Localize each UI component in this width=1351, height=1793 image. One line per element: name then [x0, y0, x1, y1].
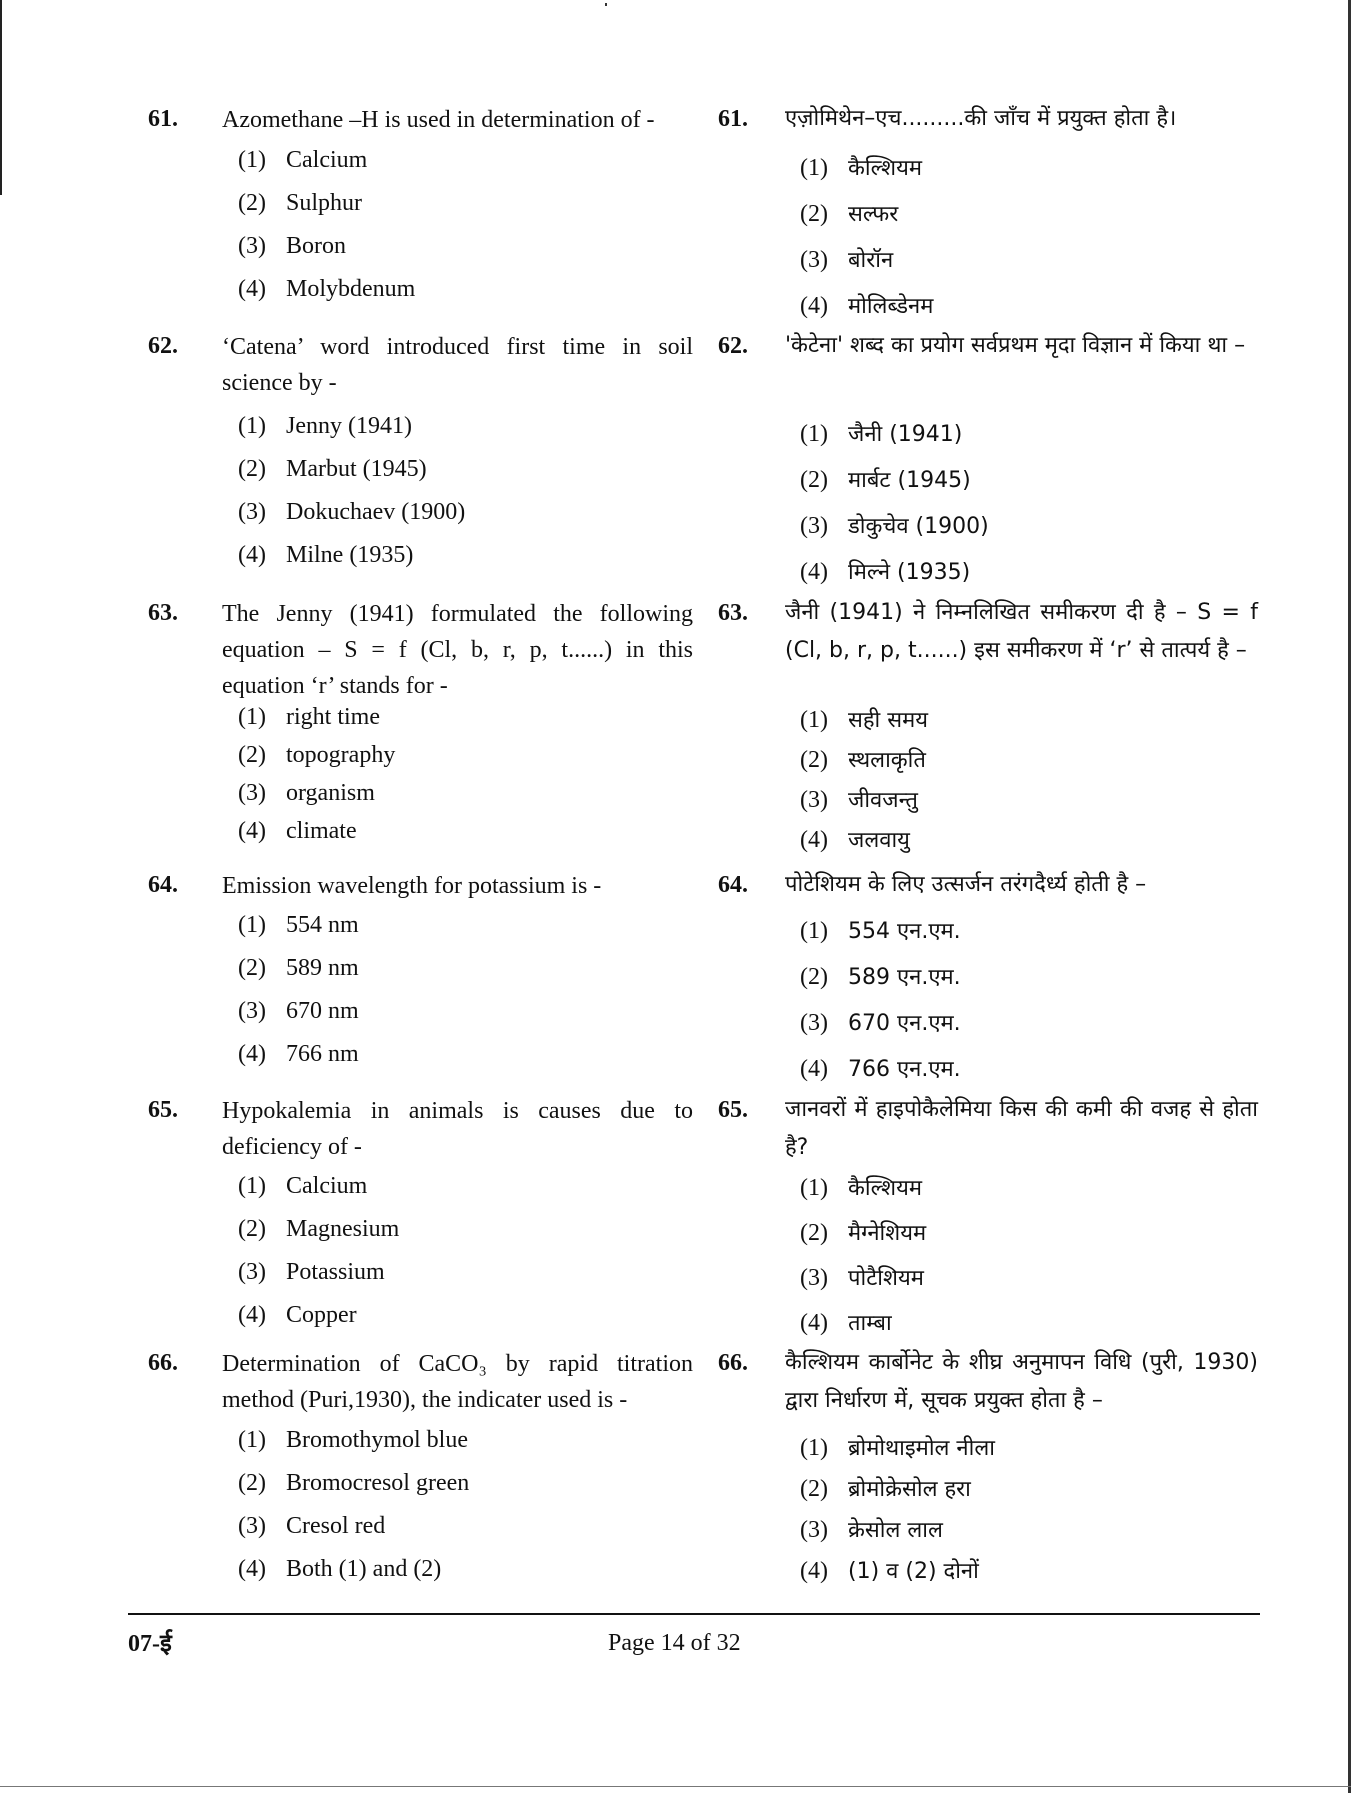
question-text: जानवरों में हाइपोकैलेमिया किस की कमी की वजह से होता है?	[785, 1097, 1258, 1160]
option-text: ब्रोमोक्रेसोल हरा	[848, 1477, 971, 1502]
option-1	[800, 1432, 995, 1462]
option-text: पोटैशियम	[848, 1266, 924, 1291]
question-number: 63.	[148, 600, 178, 626]
option-4	[238, 1556, 441, 1583]
option-text: 589 nm	[286, 955, 359, 981]
option-4	[800, 1053, 961, 1083]
option-number: (1)	[800, 1175, 828, 1201]
option-2	[238, 955, 359, 982]
option-number: (4)	[800, 1558, 828, 1584]
option-4	[800, 1307, 892, 1337]
question-text: Determination of CaCO₃ by rapid titration method (Puri,1930), the indicater used is -	[222, 1351, 693, 1413]
option-number: (1)	[238, 912, 266, 938]
option-number: (4)	[238, 542, 266, 568]
option-1	[800, 1172, 922, 1202]
option-number: (3)	[800, 247, 828, 273]
option-number: (3)	[238, 1513, 266, 1539]
option-number: (4)	[238, 1556, 266, 1582]
option-1	[238, 912, 359, 939]
option-number: (3)	[800, 513, 828, 539]
option-number: (1)	[238, 413, 266, 439]
option-3	[238, 998, 359, 1025]
option-number: (1)	[238, 147, 266, 173]
question-number: 63.	[718, 600, 748, 626]
option-text: स्थलाकृति	[848, 748, 926, 773]
option-4	[800, 556, 970, 586]
option-number: (4)	[800, 293, 828, 319]
option-4	[800, 1555, 979, 1585]
question-number: 66.	[718, 1350, 748, 1376]
option-number: (1)	[800, 707, 828, 733]
option-4	[800, 290, 933, 320]
option-text: मिल्ने (1935)	[848, 560, 971, 585]
option-text: सही समय	[848, 708, 929, 733]
option-3	[800, 1262, 924, 1292]
option-2	[800, 198, 898, 228]
scan-mark	[605, 3, 607, 6]
option-2	[800, 1217, 926, 1247]
option-2	[238, 1470, 469, 1497]
question-number: 62.	[718, 333, 748, 359]
option-text: Molybdenum	[286, 276, 416, 302]
option-4	[238, 1041, 359, 1068]
question-text: ‘Catena’ word introduced first time in soil science by -	[222, 334, 693, 396]
question-text: कैल्शियम कार्बोनेट के शीघ्र अनुमापन विधि (पुरी, 1930) द्वारा निर्धारण में, सूचक प्रयुक्त होता है –	[785, 1350, 1258, 1413]
question-text: Emission wavelength for potassium is -	[222, 873, 602, 899]
option-text: Cresol red	[286, 1513, 386, 1539]
option-text: Calcium	[286, 147, 368, 173]
option-number: (1)	[238, 1427, 266, 1453]
option-text: Calcium	[286, 1173, 368, 1199]
option-3	[800, 510, 989, 540]
option-text: topography	[286, 742, 396, 768]
option-number: (2)	[800, 1220, 828, 1246]
option-2	[238, 190, 362, 217]
option-text: Sulphur	[286, 190, 363, 216]
option-1	[800, 418, 962, 448]
option-text: Copper	[286, 1302, 357, 1328]
option-3	[238, 499, 465, 526]
option-number: (2)	[800, 201, 828, 227]
option-text: Boron	[286, 233, 346, 259]
question-number: 61.	[148, 106, 178, 132]
option-text: Milne (1935)	[286, 542, 414, 568]
paper-code: 07-ई	[128, 1631, 172, 1657]
option-2	[800, 961, 961, 991]
option-2	[238, 742, 395, 769]
option-text: Dokuchaev (1900)	[286, 499, 466, 525]
option-text: climate	[286, 818, 357, 844]
option-number: (3)	[800, 1265, 828, 1291]
option-text: क्रेसोल लाल	[848, 1518, 943, 1543]
question-number: 65.	[148, 1097, 178, 1123]
option-4	[238, 276, 415, 303]
option-text: Potassium	[286, 1259, 385, 1285]
option-number: (1)	[800, 155, 828, 181]
option-number: (2)	[238, 742, 266, 768]
option-number: (3)	[800, 1010, 828, 1036]
option-text: organism	[286, 780, 375, 806]
scan-edge-bottom	[0, 1786, 1351, 1787]
option-number: (2)	[800, 747, 828, 773]
question-number: 61.	[718, 106, 748, 132]
option-text: मैग्नेशियम	[848, 1221, 927, 1246]
option-2	[800, 1473, 971, 1503]
option-number: (2)	[800, 1476, 828, 1502]
option-number: (4)	[238, 1041, 266, 1067]
option-text: कैल्शियम	[848, 1176, 923, 1201]
option-text: 554 nm	[286, 912, 359, 938]
option-3	[800, 244, 893, 274]
option-number: (3)	[238, 499, 266, 525]
question-number: 66.	[148, 1350, 178, 1376]
option-2	[238, 1216, 399, 1243]
question-number: 64.	[718, 872, 748, 898]
option-text: मोलिब्डेनम	[848, 294, 934, 319]
option-text: right time	[286, 704, 380, 730]
question-text: पोटेशियम के लिए उत्सर्जन तरंगदैर्ध्य होती है –	[785, 872, 1147, 897]
option-1	[800, 915, 961, 945]
option-text: Bromocresol green	[286, 1470, 470, 1496]
option-text: 554 एन.एम.	[848, 919, 961, 944]
option-number: (3)	[238, 1259, 266, 1285]
option-number: (4)	[800, 559, 828, 585]
option-number: (4)	[238, 818, 266, 844]
question-number: 64.	[148, 872, 178, 898]
option-text: ब्रोमोथाइमोल नीला	[848, 1436, 995, 1461]
option-text: 670 एन.एम.	[848, 1011, 961, 1036]
option-text: Jenny (1941)	[286, 413, 412, 439]
option-3	[800, 1514, 943, 1544]
option-text: मार्बट (1945)	[848, 468, 971, 493]
question-text: Azomethane –H is used in determination of -	[222, 107, 655, 133]
option-text: बोरॉन	[848, 248, 894, 273]
option-1	[238, 1427, 468, 1454]
option-number: (4)	[800, 1310, 828, 1336]
question-number: 65.	[718, 1097, 748, 1123]
option-1	[238, 704, 380, 731]
option-number: (2)	[800, 964, 828, 990]
option-text: 766 nm	[286, 1041, 359, 1067]
option-3	[800, 784, 918, 814]
option-number: (2)	[238, 955, 266, 981]
option-number: (4)	[238, 276, 266, 302]
option-number: (1)	[800, 1435, 828, 1461]
option-number: (3)	[800, 787, 828, 813]
option-number: (1)	[800, 421, 828, 447]
option-3	[238, 233, 346, 260]
option-text: (1) व (2) दोनों	[848, 1559, 979, 1584]
option-number: (1)	[800, 918, 828, 944]
option-number: (3)	[238, 780, 266, 806]
option-number: (1)	[238, 1173, 266, 1199]
option-text: जीवजन्तु	[848, 788, 918, 813]
option-text: Marbut (1945)	[286, 456, 427, 482]
option-2	[800, 744, 926, 774]
question-text: 'केटेना' शब्द का प्रयोग सर्वप्रथम मृदा विज्ञान में किया था –	[785, 333, 1246, 358]
option-number: (2)	[238, 190, 266, 216]
option-text: डोकुचेव (1900)	[848, 514, 989, 539]
option-text: ताम्बा	[848, 1311, 892, 1336]
option-text: सल्फर	[848, 202, 899, 227]
option-text: Magnesium	[286, 1216, 400, 1242]
option-4	[238, 1302, 357, 1329]
option-3	[238, 1513, 385, 1540]
option-3	[238, 1259, 385, 1286]
option-1	[238, 1173, 367, 1200]
option-number: (1)	[238, 704, 266, 730]
option-number: (3)	[800, 1517, 828, 1543]
option-number: (4)	[800, 827, 828, 853]
option-number: (3)	[238, 233, 266, 259]
option-1	[238, 147, 367, 174]
option-number: (4)	[238, 1302, 266, 1328]
option-number: (2)	[800, 467, 828, 493]
option-number: (4)	[800, 1056, 828, 1082]
question-text: एज़ोमिथेन–एच.........की जाँच में प्रयुक्त होता है।	[785, 106, 1177, 131]
option-4	[800, 824, 910, 854]
page-number: Page 14 of 32	[608, 1630, 741, 1656]
question-number: 62.	[148, 333, 178, 359]
option-text: Both (1) and (2)	[286, 1556, 442, 1582]
option-1	[238, 413, 412, 440]
option-number: (2)	[238, 456, 266, 482]
option-text: जैनी (1941)	[848, 422, 963, 447]
scan-edge-left	[0, 0, 2, 195]
option-text: कैल्शियम	[848, 156, 923, 181]
option-1	[800, 704, 928, 734]
option-4	[238, 818, 357, 845]
option-text: 766 एन.एम.	[848, 1057, 961, 1082]
option-4	[238, 542, 413, 569]
question-text: जैनी (1941) ने निम्नलिखित समीकरण दी है – S = f (Cl, b, r, p, t......) इस समीकरण में ‘r’ से तात्पर्य है –	[785, 600, 1258, 663]
question-text: The Jenny (1941) formulated the following equation – S = f (Cl, b, r, p, t......) in this equation ‘r’ stands for -	[222, 601, 693, 699]
option-number: (3)	[238, 998, 266, 1024]
question-text: Hypokalemia in animals is causes due to deficiency of -	[222, 1098, 693, 1160]
option-3	[238, 780, 375, 807]
option-2	[800, 464, 971, 494]
option-text: जलवायु	[848, 828, 910, 853]
footer-rule	[128, 1613, 1260, 1615]
option-number: (2)	[238, 1216, 266, 1242]
option-text: 589 एन.एम.	[848, 965, 961, 990]
option-number: (2)	[238, 1470, 266, 1496]
option-text: 670 nm	[286, 998, 359, 1024]
option-text: Bromothymol blue	[286, 1427, 468, 1453]
option-1	[800, 152, 922, 182]
option-2	[238, 456, 427, 483]
option-3	[800, 1007, 961, 1037]
